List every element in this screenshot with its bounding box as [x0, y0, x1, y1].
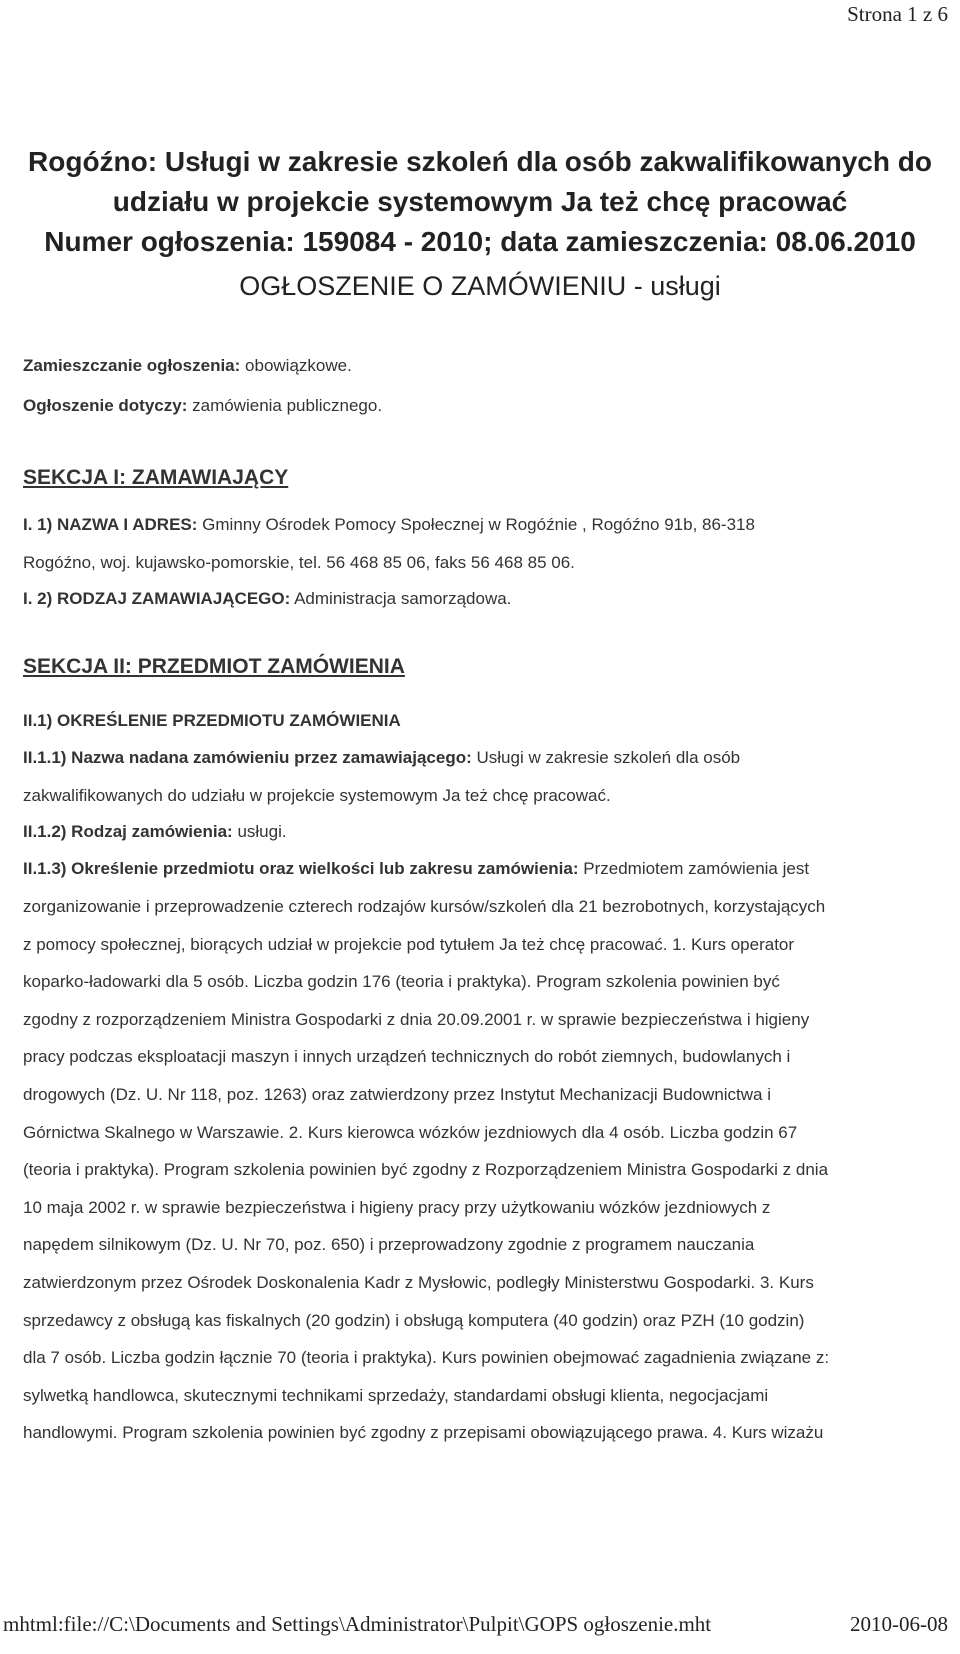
order-description-line: koparko-ładowarki dla 5 osób. Liczba godzin 176 (teoria i praktyka). Program szkolenia powinien być — [23, 972, 780, 992]
order-kind-label: II.1.2) Rodzaj zamówienia: — [23, 822, 233, 842]
order-description-line: Górnictwa Skalnego w Warszawie. 2. Kurs kierowca wózków jezdniowych dla 4 osób. Liczba godzin 67 — [23, 1122, 798, 1142]
placement-row — [23, 348, 943, 384]
notice-content — [23, 348, 943, 1452]
order-description-label: II.1.3) Określenie przedmiotu oraz wielkości lub zakresu zamówienia: — [23, 859, 579, 879]
concerns-label: Ogłoszenie dotyczy: — [23, 396, 188, 415]
section-2-heading: SEKCJA II: PRZEDMIOT ZAMÓWIENIA — [23, 655, 405, 679]
authority-name-value-1: Gminny Ośrodek Pomocy Społecznej w Rogóźnie , Rogóźno 91b, 86-318 — [202, 515, 755, 534]
contracting-authority-name — [23, 506, 943, 581]
source-file-path: mhtml:file://C:\Documents and Settings\Administrator\Pulpit\GOPS ogłoszenie.mht — [3, 1612, 712, 1636]
placement-label: Zamieszczanie ogłoszenia: — [23, 356, 241, 375]
page-indicator: Strona 1 z 6 — [847, 2, 948, 26]
order-description-line: sprzedawcy z obsługą kas fiskalnych (20 godzin) i obsługą komputera (40 godzin) oraz PZH (10 godzin) — [23, 1310, 805, 1330]
order-name-value-1: Usługi w zakresie szkoleń dla osób — [476, 748, 741, 768]
order-description-line: handlowymi. Program szkolenia powinien być zgodny z przepisami obowiązującego prawa. 4. Kurs wizażu — [23, 1423, 824, 1443]
order-kind-value: usługi. — [237, 822, 287, 842]
order-description — [23, 850, 943, 1452]
authority-type-label: I. 2) RODZAJ ZAMAWIAJĄCEGO: — [23, 589, 291, 609]
order-description-line: (teoria i praktyka). Program szkolenia powinien być zgodny z Rozporządzeniem Ministra Gospodarki z dnia — [23, 1160, 829, 1180]
order-description-first: Przedmiotem zamówienia jest — [583, 859, 810, 879]
order-description-line: zgodny z rozporządzeniem Ministra Gospodarki z dnia 20.09.2001 r. w sprawie bezpieczeństwa i higieny — [23, 1009, 810, 1029]
notice-subtitle: OGŁOSZENIE O ZAMÓWIENIU - usługi — [239, 271, 721, 301]
order-name-label: II.1.1) Nazwa nadana zamówieniu przez zamawiającego: — [23, 748, 472, 768]
placement-value: obowiązkowe. — [245, 356, 352, 375]
concerns-row — [23, 388, 943, 424]
print-date: 2010-06-08 — [850, 1612, 948, 1636]
order-name — [23, 739, 943, 814]
notice-number-line: Numer ogłoszenia: 159084 - 2010; data zamieszczenia: 08.06.2010 — [44, 226, 916, 257]
order-description-line: napędem silnikowym (Dz. U. Nr 70, poz. 650) i przeprowadzony zgodnie z programem nauczania — [23, 1235, 755, 1255]
order-name-value-2: zakwalifikowanych do udziału w projekcie systemowym Ja też chcę pracować. — [23, 785, 611, 805]
authority-type-row — [23, 581, 943, 617]
order-kind-row — [23, 814, 943, 850]
authority-name-label: I. 1) NAZWA I ADRES: — [23, 515, 198, 534]
order-description-line: 10 maja 2002 r. w sprawie bezpieczeństwa i higieny pracy przy użytkowaniu wózków jezdniowych z — [23, 1197, 771, 1217]
order-description-line: zatwierdzonym przez Ośrodek Doskonalenia Kadr z Mysłowic, podległy Ministerstwu Gospodarki. 3. Kurs — [23, 1272, 814, 1292]
section-2-subheading: II.1) OKREŚLENIE PRZEDMIOTU ZAMÓWIENIA — [23, 711, 401, 731]
authority-name-value-2: Rogóźno, woj. kujawsko-pomorskie, tel. 56 468 85 06, faks 56 468 85 06. — [23, 552, 575, 572]
order-description-line: drogowych (Dz. U. Nr 118, poz. 1263) oraz zatwierdzony przez Instytut Mechanizacji Budownictwa i — [23, 1084, 772, 1104]
notice-title-line-1: Rogóźno: Usługi w zakresie szkoleń dla osób zakwalifikowanych do — [28, 146, 932, 177]
concerns-value: zamówienia publicznego. — [192, 396, 383, 415]
order-description-line: zorganizowanie i przeprowadzenie czterech rodzajów kursów/szkoleń dla 21 bezrobotnych, korzystających — [23, 896, 826, 916]
section-1-heading: SEKCJA I: ZAMAWIAJĄCY — [23, 466, 289, 489]
notice-title-line-2: udziału w projekcie systemowym Ja też chcę pracować — [112, 186, 848, 217]
order-description-line: z pomocy społecznej, biorących udział w projekcie pod tytułem Ja też chcę pracować. 1. Kurs operator — [23, 934, 795, 954]
authority-type-value: Administracja samorządowa. — [294, 589, 512, 609]
order-description-line: dla 7 osób. Liczba godzin łącznie 70 (teoria i praktyka). Kurs powinien obejmować zagadnienia związane z: — [23, 1348, 830, 1368]
order-description-line: sylwetką handlowca, skutecznymi technikami sprzedaży, standardami obsługi klienta, negocjacjami — [23, 1385, 769, 1405]
order-description-line: pracy podczas eksploatacji maszyn i innych urządzeń technicznych do robót ziemnych, budowlanych i — [23, 1047, 791, 1067]
notice-title-block — [0, 142, 960, 308]
